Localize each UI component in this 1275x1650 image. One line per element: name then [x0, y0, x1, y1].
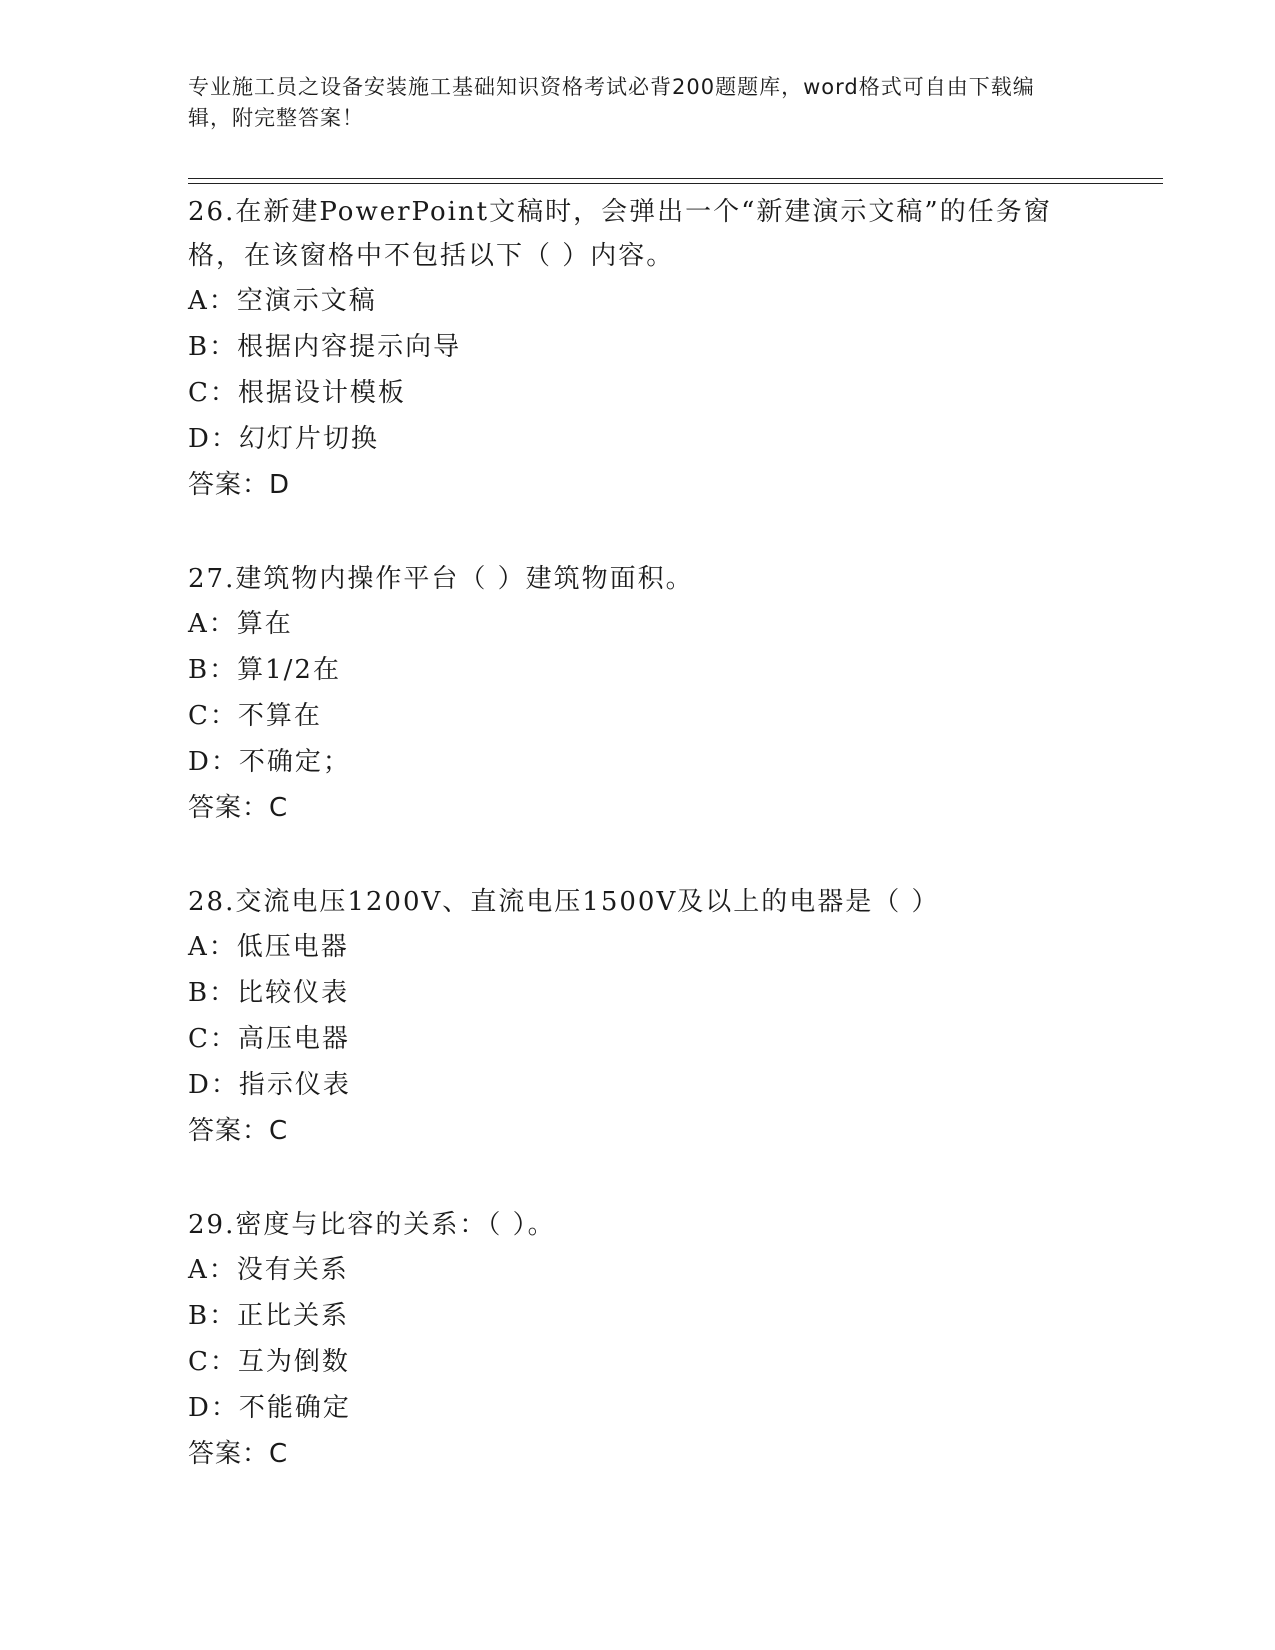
option-b: B：比较仪表 — [188, 978, 350, 1008]
answer: 答案：C — [188, 1439, 289, 1469]
option-d: D：指示仪表 — [188, 1070, 351, 1100]
question-text: 28.交流电压1200V、直流电压1500V及以上的电器是（ ） — [188, 887, 940, 917]
question-text: 29.密度与比容的关系：（ ）。 — [188, 1210, 556, 1240]
option-b: B：根据内容提示向导 — [188, 332, 462, 362]
document-header: 专业施工员之设备安装施工基础知识资格考试必背200题题库，word格式可自由下载编辑，附完整答案！ — [188, 75, 1035, 130]
option-b: B：算1/2在 — [188, 655, 341, 685]
option-a: A：没有关系 — [188, 1255, 349, 1285]
question-26 — [188, 190, 1088, 508]
option-c: C：高压电器 — [188, 1024, 350, 1054]
header-divider-bottom — [188, 183, 1163, 184]
question-28 — [188, 880, 1088, 1154]
question-27 — [188, 557, 1088, 831]
question-list — [188, 190, 1088, 1526]
option-c: C：互为倒数 — [188, 1347, 350, 1377]
answer: 答案：C — [188, 1116, 289, 1146]
option-c: C：不算在 — [188, 701, 322, 731]
option-a: A：低压电器 — [188, 932, 349, 962]
option-d: D：不能确定 — [188, 1393, 351, 1423]
option-d: D：不确定； — [188, 747, 351, 777]
question-29 — [188, 1203, 1088, 1477]
answer: 答案：D — [188, 470, 291, 500]
option-a: A：空演示文稿 — [188, 286, 377, 316]
question-text: 26.在新建PowerPoint文稿时，会弹出一个“新建演示文稿”的任务窗格，在该窗格中不包括以下（ ）内容。 — [188, 197, 1052, 271]
option-d: D：幻灯片切换 — [188, 424, 379, 454]
option-c: C：根据设计模板 — [188, 378, 406, 408]
question-text: 27.建筑物内操作平台（ ）建筑物面积。 — [188, 564, 694, 594]
option-b: B：正比关系 — [188, 1301, 350, 1331]
option-a: A：算在 — [188, 609, 293, 639]
header-divider-top — [188, 178, 1163, 179]
answer: 答案：C — [188, 793, 289, 823]
